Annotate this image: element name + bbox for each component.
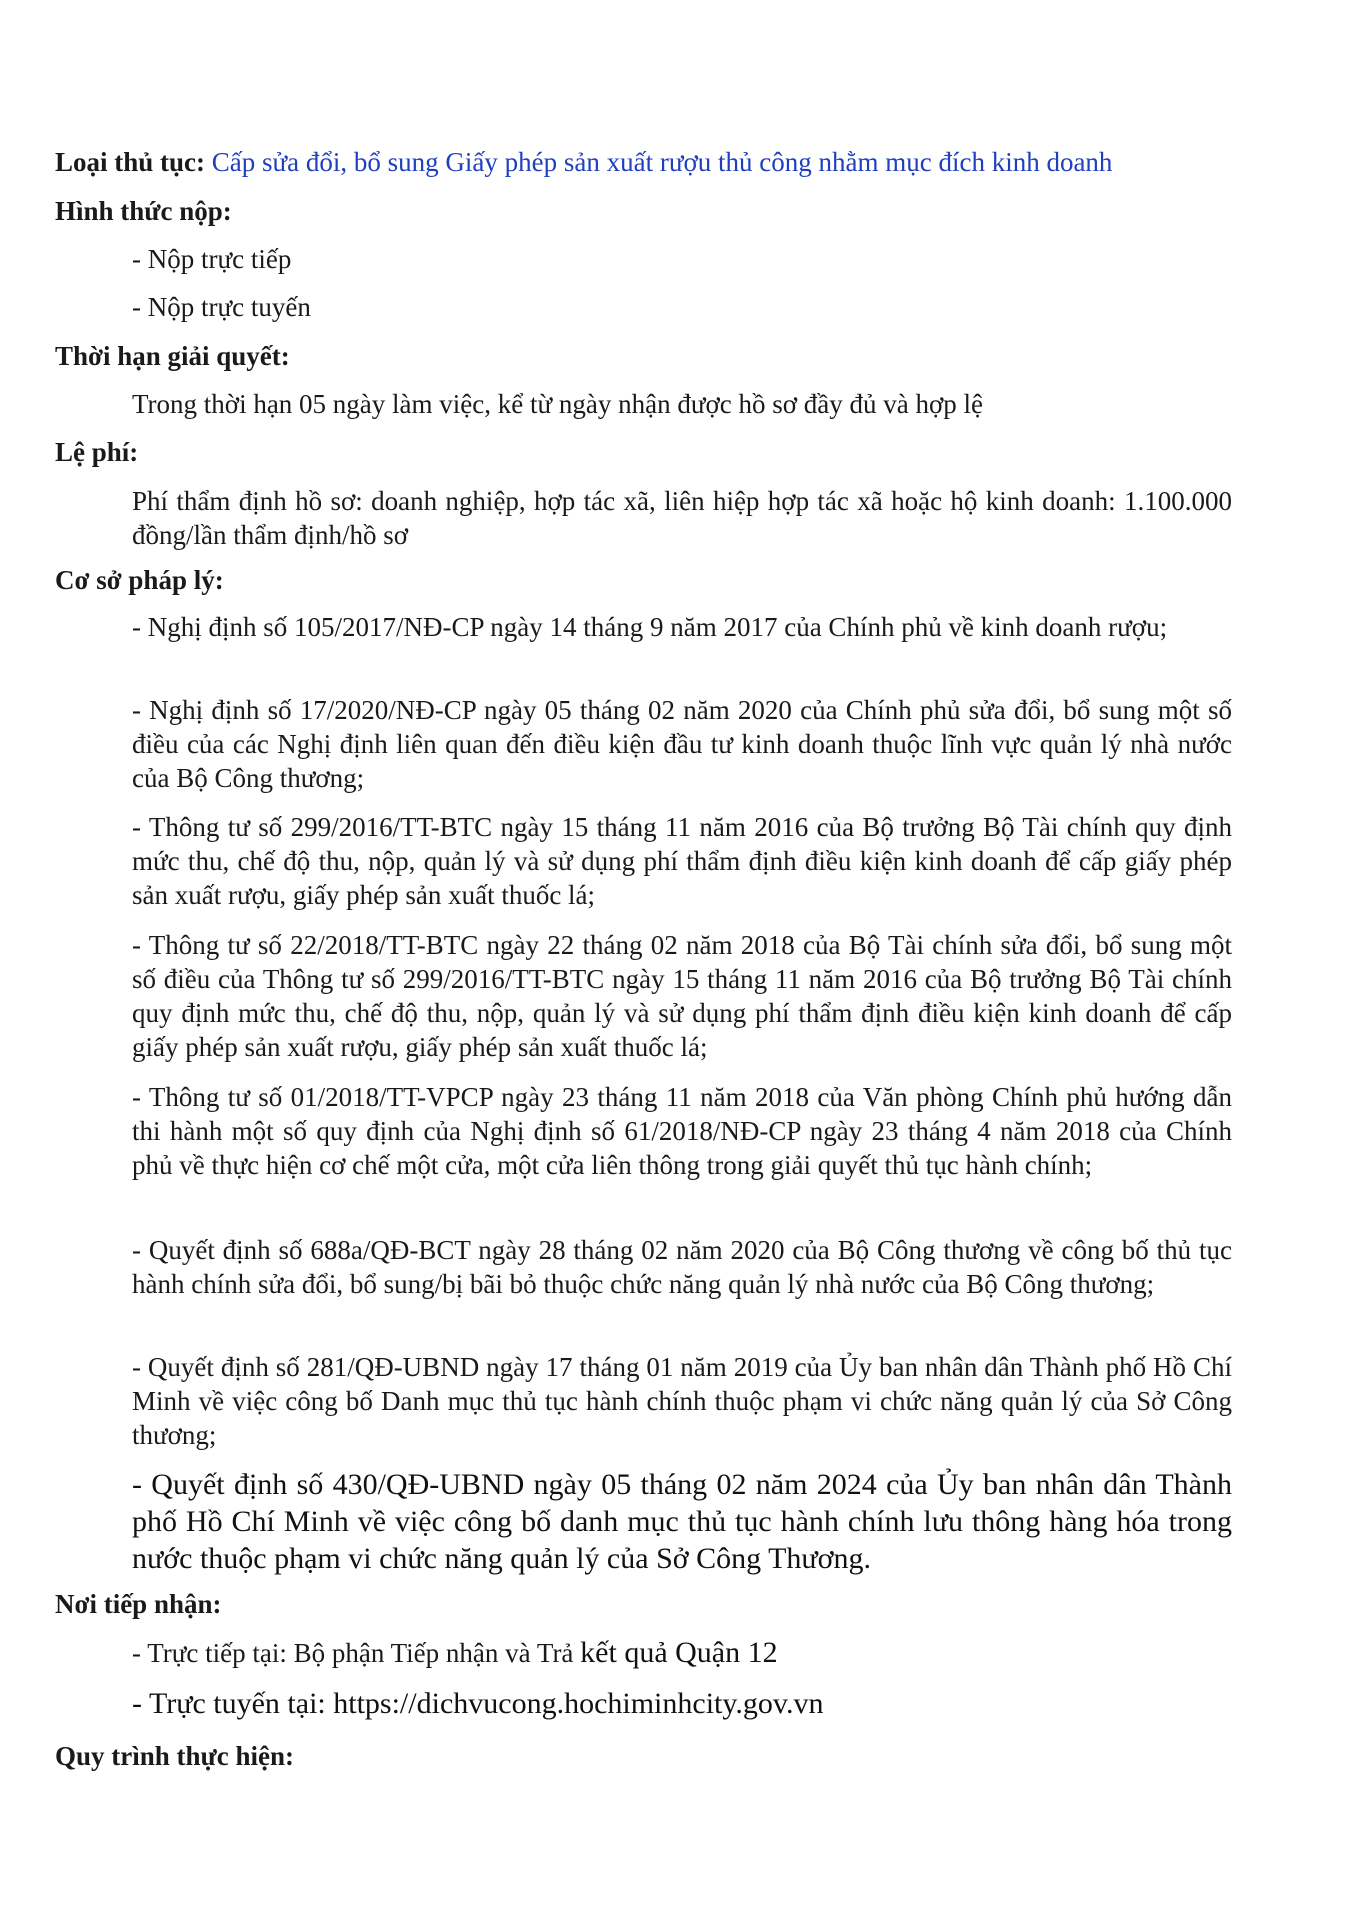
legal-basis-item: - Thông tư số 22/2018/TT-BTC ngày 22 tháng 02 năm 2018 của Bộ Tài chính sửa đổi, bổ sung một số điều của Thông tư số 299/2016/TT-BTC ngày 15 tháng 11 năm 2016 của Bộ trưởng Bộ Tài chính quy định mức thu, chế độ thu, nộp, quản lý và sử dụng phí thẩm định điều kiện kinh doanh để cấp giấy phép sản xuất rượu, giấy phép sản xuất thuốc lá; (132, 930, 1232, 1062)
receiving-online-row: - Trực tuyến tại: https://dichvucong.hochiminhcity.gov.vn (132, 1687, 824, 1720)
procedure-type-row (55, 146, 1112, 178)
fee-heading: Lệ phí: (55, 437, 139, 467)
receiving-direct-suffix: kết quả Quận 12 (580, 1636, 778, 1669)
legal-basis-item: - Quyết định số 688a/QĐ-BCT ngày 28 tháng 02 năm 2020 của Bộ Công thương về công bố thủ tục hành chính sửa đổi, bổ sung/bị bãi bỏ thuộc chức năng quản lý nhà nước của Bộ Công thương; (132, 1235, 1232, 1299)
receiving-direct-prefix: - Trực tiếp tại: Bộ phận Tiếp nhận và Trả (132, 1638, 581, 1668)
legal-basis-item: - Quyết định số 281/QĐ-UBND ngày 17 tháng 01 năm 2019 của Ủy ban nhân dân Thành phố Hồ Chí Minh về việc công bố Danh mục thủ tục hành chính thuộc phạm vi chức năng quản lý của Sở Công thương; (132, 1352, 1232, 1450)
receiving-direct-row (132, 1637, 778, 1669)
legal-basis-heading: Cơ sở pháp lý: (55, 565, 224, 595)
submission-item-direct: - Nộp trực tiếp (132, 244, 292, 274)
legal-basis-item: - Nghị định số 17/2020/NĐ-CP ngày 05 tháng 02 năm 2020 của Chính phủ sửa đổi, bổ sung một số điều của các Nghị định liên quan đến điều kiện đầu tư kinh doanh thuộc lĩnh vực quản lý nhà nước của Bộ Công thương; (132, 695, 1232, 793)
process-heading: Quy trình thực hiện: (55, 1741, 294, 1771)
legal-basis-item: - Thông tư số 01/2018/TT-VPCP ngày 23 tháng 11 năm 2018 của Văn phòng Chính phủ hướng dẫn thi hành một số quy định của Nghị định số 61/2018/NĐ-CP ngày 23 tháng 4 năm 2018 của Chính phủ về thực hiện cơ chế một cửa, một cửa liên thông trong giải quyết thủ tục hành chính; (132, 1082, 1232, 1180)
legal-basis-item: - Nghị định số 105/2017/NĐ-CP ngày 14 tháng 9 năm 2017 của Chính phủ về kinh doanh rượu; (132, 612, 1168, 642)
submission-item-online: - Nộp trực tuyến (132, 292, 311, 322)
procedure-type-label: Loại thủ tục: (55, 147, 206, 177)
receiving-place-heading: Nơi tiếp nhận: (55, 1589, 222, 1619)
deadline-heading: Thời hạn giải quyết: (55, 341, 290, 371)
legal-basis-item: - Quyết định số 430/QĐ-UBND ngày 05 tháng 02 năm 2024 của Ủy ban nhân dân Thành phố Hồ Chí Minh về việc công bố danh mục thủ tục hành chính lưu thông hàng hóa trong nước thuộc phạm vi chức năng quản lý của Sở Công Thương. (132, 1468, 1232, 1575)
procedure-type-value: Cấp sửa đổi, bổ sung Giấy phép sản xuất rượu thủ công nhằm mục đích kinh doanh (211, 147, 1113, 177)
fee-text: Phí thẩm định hồ sơ: doanh nghiệp, hợp tác xã, liên hiệp hợp tác xã hoặc hộ kinh doanh: 1.100.000 đồng/lần thẩm định/hồ sơ (132, 486, 1232, 550)
submission-heading: Hình thức nộp: (55, 196, 232, 226)
legal-basis-item: - Thông tư số 299/2016/TT-BTC ngày 15 tháng 11 năm 2016 của Bộ trưởng Bộ Tài chính quy định mức thu, chế độ thu, nộp, quản lý và sử dụng phí thẩm định điều kiện kinh doanh để cấp giấy phép sản xuất rượu, giấy phép sản xuất thuốc lá; (132, 812, 1232, 910)
deadline-text: Trong thời hạn 05 ngày làm việc, kể từ ngày nhận được hồ sơ đầy đủ và hợp lệ (132, 389, 983, 419)
